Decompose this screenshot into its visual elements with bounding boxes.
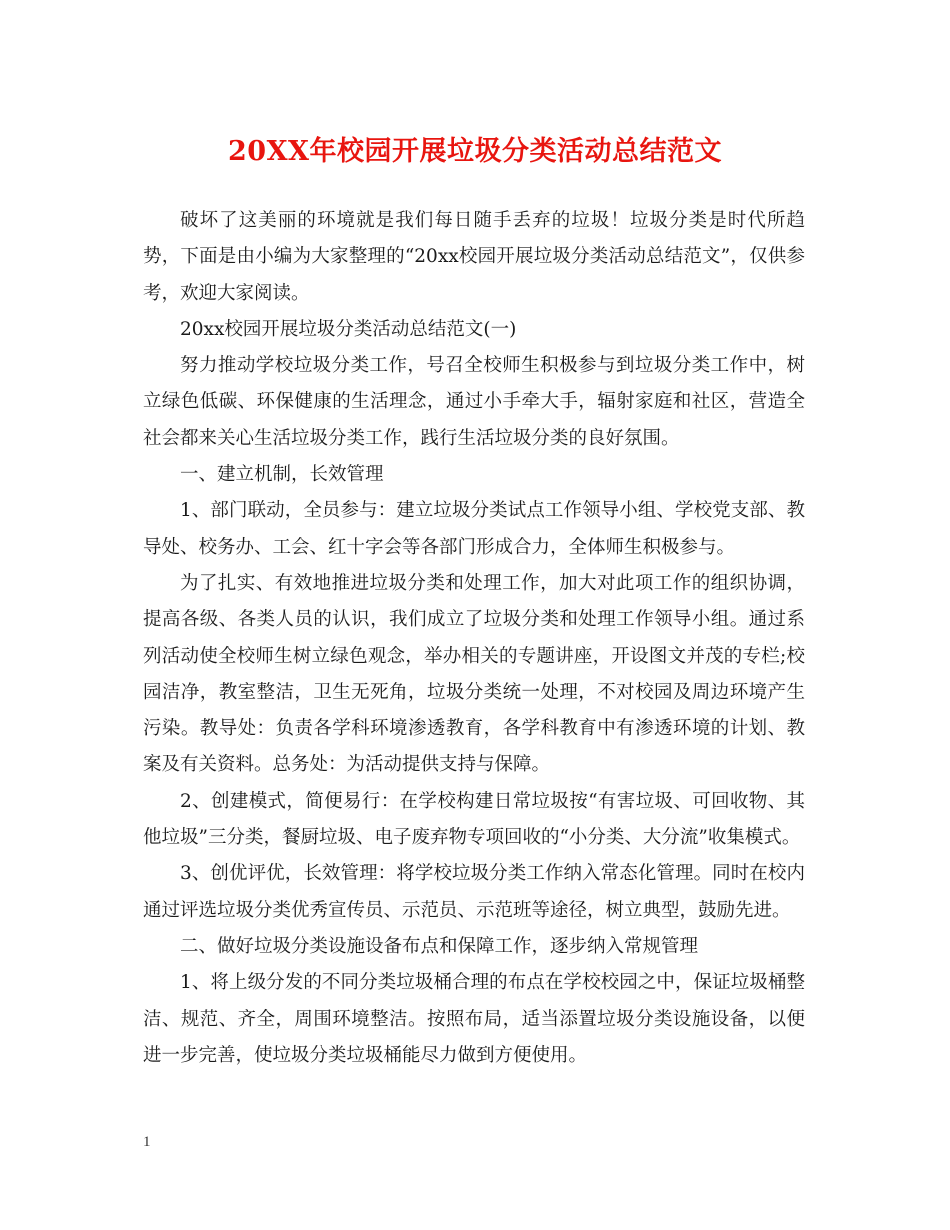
document-body bbox=[143, 203, 805, 1074]
body-paragraph: 为了扎实、有效地推进垃圾分类和处理工作，加大对此项工作的组织协调，提高各级、各类人员的认识，我们成立了垃圾分类和处理工作领导小组。通过系列活动使全校师生树立绿色观念，举办相关的专题讲座，开设图文并茂的专栏;校园洁净，教室整洁，卫生无死角，垃圾分类统一处理，不对校园及周边环境产生污染。教导处：负责各学科环境渗透教育，各学科教育中有渗透环境的计划、教案及有关资料。总务处：为活动提供支持与保障。 bbox=[143, 572, 805, 776]
intro-paragraph: 破坏了这美丽的环境就是我们每日随手丢弃的垃圾！垃圾分类是时代所趋势，下面是由小编为大家整理的“20xx校园开展垃圾分类活动总结范文”，仅供参考，欢迎大家阅读。 bbox=[143, 210, 805, 304]
body-paragraph: 2、创建模式，简便易行：在学校构建日常垃圾按“有害垃圾、可回收物、其他垃圾”三分类，餐厨垃圾、电子废弃物专项回收的“小分类、大分流”收集模式。 bbox=[143, 790, 805, 849]
body-paragraph: 努力推动学校垃圾分类工作，号召全校师生积极参与到垃圾分类工作中，树立绿色低碳、环保健康的生活理念，通过小手牵大手，辐射家庭和社区，营造全社会都来关心生活垃圾分类工作，践行生活垃圾分类的良好氛围。 bbox=[143, 355, 805, 449]
document-title: 20XX年校园开展垃圾分类活动总结范文 bbox=[228, 136, 722, 167]
body-paragraph: 3、创优评优，长效管理：将学校垃圾分类工作纳入常态化管理。同时在校内通过评选垃圾分类优秀宣传员、示范员、示范班等途径，树立典型，鼓励先进。 bbox=[143, 863, 805, 921]
section-heading-mechanism: 一、建立机制，长效管理 bbox=[180, 464, 384, 486]
page-number: 1 bbox=[143, 1134, 151, 1150]
section-heading-facilities: 二、做好垃圾分类设施设备布点和保障工作，逐步纳入常规管理 bbox=[180, 935, 699, 957]
section-heading-sample-one: 20xx校园开展垃圾分类活动总结范文(一) bbox=[180, 318, 517, 340]
body-paragraph: 1、部门联动，全员参与：建立垃圾分类试点工作领导小组、学校党支部、教导处、校务办、工会、红十字会等各部门形成合力，全体师生积极参与。 bbox=[143, 500, 805, 558]
body-paragraph: 1、将上级分发的不同分类垃圾桶合理的布点在学校校园之中，保证垃圾桶整洁、规范、齐全，周围环境整洁。按照布局，适当添置垃圾分类设施设备，以便进一步完善，使垃圾分类垃圾桶能尽力做到方便使用。 bbox=[143, 972, 805, 1066]
